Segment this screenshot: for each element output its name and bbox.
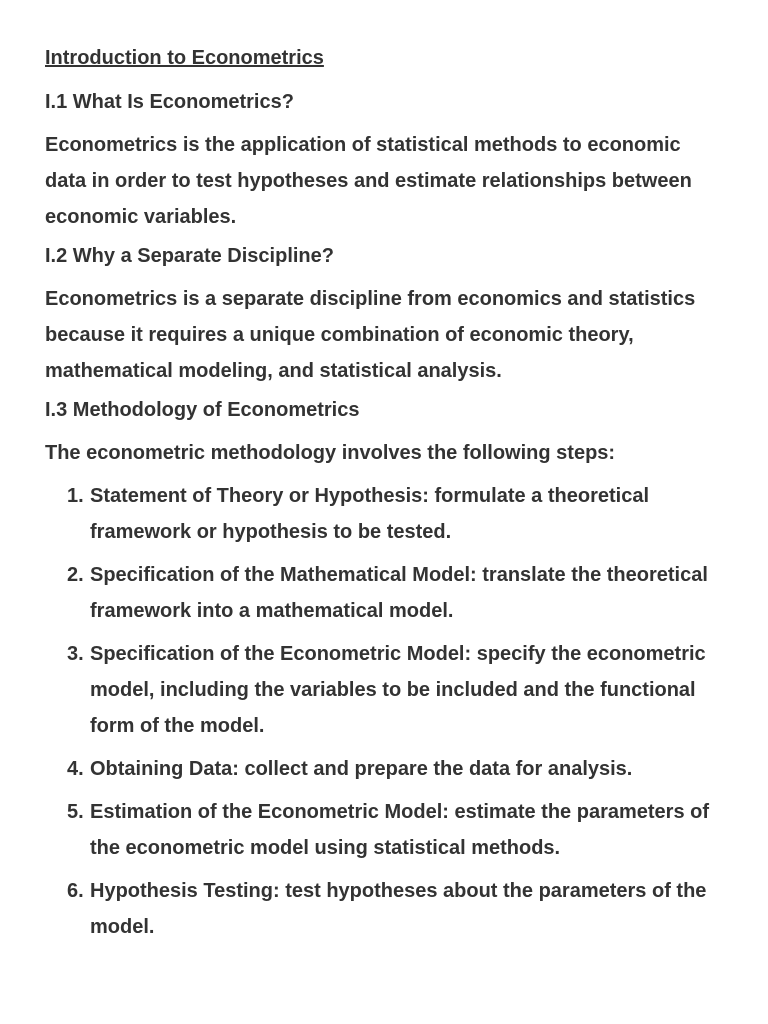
list-item-text: Obtaining Data: collect and prepare the data for analysis. <box>90 758 633 780</box>
section-heading-2: I.2 Why a Separate Discipline? <box>45 245 334 267</box>
section-body-1: Econometrics is the application of statistical methods to economic data in order to test hypotheses and estimate relationships between economic variables. <box>45 134 692 228</box>
list-item-text: Specification of the Mathematical Model: translate the theoretical framework into a mathematical model. <box>90 564 708 622</box>
list-item <box>45 636 723 744</box>
section-body-2: Econometrics is a separate discipline from economics and statistics because it requires a unique combination of economic theory, mathematical modeling, and statistical analysis. <box>45 288 696 382</box>
methodology-intro: The econometric methodology involves the following steps: <box>45 442 616 464</box>
list-item <box>45 557 723 629</box>
list-item-number: 5. <box>67 801 84 823</box>
list-item-text: Specification of the Econometric Model: specify the econometric model, including the variables to be included and the functional form of the model. <box>90 643 706 737</box>
list-item <box>45 751 723 787</box>
list-item-text: Hypothesis Testing: test hypotheses about the parameters of the model. <box>90 880 707 938</box>
list-item-number: 1. <box>67 485 84 507</box>
section-heading-1: I.1 What Is Econometrics? <box>45 91 294 113</box>
list-item-number: 3. <box>67 643 84 665</box>
list-item-number: 2. <box>67 564 84 586</box>
list-item <box>45 478 723 550</box>
list-item-text: Statement of Theory or Hypothesis: formulate a theoretical framework or hypothesis to be tested. <box>90 485 649 543</box>
section-heading-3: I.3 Methodology of Econometrics <box>45 399 360 421</box>
list-item-number: 4. <box>67 758 84 780</box>
list-item <box>45 873 723 945</box>
list-item-number: 6. <box>67 880 84 902</box>
list-item <box>45 794 723 866</box>
document-title: Introduction to Econometrics <box>45 47 324 69</box>
methodology-steps-list <box>45 478 723 945</box>
list-item-text: Estimation of the Econometric Model: estimate the parameters of the econometric model using statistical methods. <box>90 801 710 859</box>
